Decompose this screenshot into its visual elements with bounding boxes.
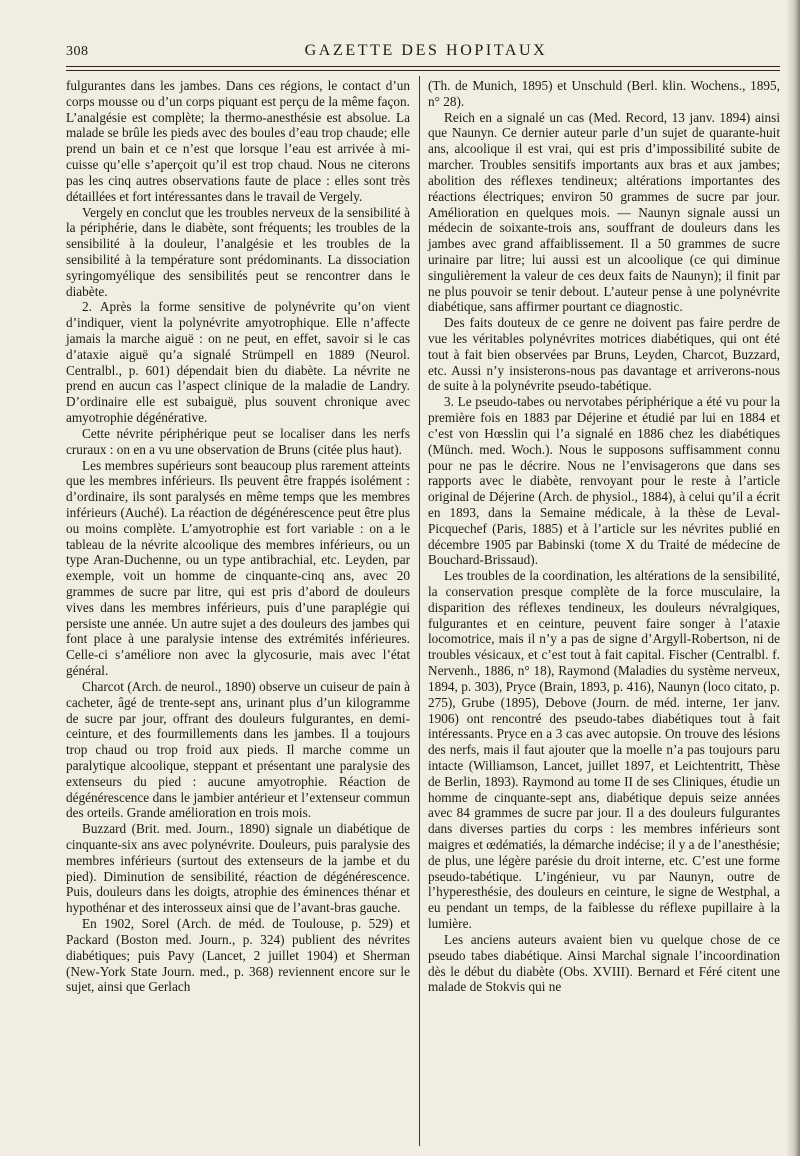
page-header xyxy=(66,40,786,66)
paragraph: fulgurantes dans les jambes. Dans ces régions, le contact d’un corps mousse ou d’un corps piquant est perçu de la même façon. L’analgésie est complète; la thermo-anesthésie est absolue. La malade se brûle les pieds avec des boules d’eau trop chaude; elle prend un bain et ce n’est que lorsque l’eau est arrivée à mi-cuisse qu’elle s’aperçoit qu’il est trop chaud. Nous ne citerons pas les cinq autres observations faute de place : elles sont très détaillées et fort intéressantes dans le travail de Vergely. xyxy=(66,78,410,204)
paragraph: (Th. de Munich, 1895) et Unschuld (Berl. klin. Wochens., 1895, n° 28). xyxy=(428,78,780,109)
paragraph: 2. Après la forme sensitive de polynévrite qu’on vient d’indiquer, vient la polynévrite amyotrophique. Elle n’affecte jamais la marche aiguë : on ne peut, en effet, savoir si le cas d’ataxie aiguë qu’a signalé Strümpell en 1889 (Neurol. Centralbl., p. 601) dépendait bien du diabète. La névrite ne prend en aucun cas l’aspect clinique de la maladie de Landry. D’ordinaire elle est subaiguë, plus souvent chronique avec amyotrophie dégénérative. xyxy=(66,299,410,426)
paragraph: Les anciens auteurs avaient bien vu quelque chose de ce pseudo tabes diabétique. Ainsi Marchal signale l’incoordination dès le début du diabète (Obs. XVIII). Bernard et Féré citent une malade de Stokvis qui ne xyxy=(428,931,780,995)
column-divider xyxy=(419,76,420,1146)
header-rule-bottom xyxy=(66,70,780,71)
paragraph: Buzzard (Brit. med. Journ., 1890) signale un diabétique de cinquante-six ans avec polynévrite. Douleurs, puis paralysie des membres inférieurs (surtout des extenseurs de la jambe et du pied). Diminution de sensibilité, réaction de dégénérescence. Puis, douleurs dans les doigts, atrophie des éminences thénar et hypothénar et des interosseux ainsi que de l’avant-bras gauche. xyxy=(66,821,410,916)
page-edge-shadow xyxy=(786,0,800,1156)
left-column xyxy=(66,78,410,995)
paragraph: Charcot (Arch. de neurol., 1890) observe un cuiseur de pain à cacheter, âgé de trente-sept ans, urinant plus d’un kilogramme de sucre par jour, offrant des douleurs fulgurantes, en demi-ceinture, et des fourmillements dans les jambes. Il a toujours trop chaud ou trop froid aux pieds. Il marche comme un paralytique alcoolique, steppant et présentant une paralysie des extenseurs du pied : aucune amyotrophie. Réaction de dégénérescence dans le jambier antérieur et l’extenseur commun des orteils. Grande amélioration en trois mois. xyxy=(66,678,410,821)
paragraph: Reich en a signalé un cas (Med. Record, 13 janv. 1894) ainsi que Naunyn. Ce dernier auteur parle d’un sujet de quarante-huit ans, alcoolique il est vrai, qui est pris d’impossibilité subite de marcher. Troubles sensitifs importants aux bras et aux jambes; abolition des réflexes tendineux; altérations importantes des réactions électriques; environ 50 grammes de sucre par jour. Amélioration en quelques mois. — Naunyn signale aussi un médecin de soixante-trois ans, souffrant de douleurs dans les jambes avec grand affaiblissement. Il a 50 grammes de sucre urinaire par litre; lui aussi est un alcoolique (ce qui diminue singulièrement la valeur de ces deux faits de Naunyn); il finit par ne plus pouvoir se tenir debout. L’auteur pense à une polynévrite diabétique, sans affirmer pourtant ce diagnostic. xyxy=(428,109,780,315)
paragraph: Des faits douteux de ce genre ne doivent pas faire perdre de vue les véritables polynévrites motrices diabétiques, qui ont été tout à fait bien observées par Bruns, Leyden, Charcot, Buzzard, etc. Aussi n’y insisterons-nous pas davantage et arriverons-nous de suite à la polynévrite pseudo-tabétique. xyxy=(428,315,780,394)
paragraph: En 1902, Sorel (Arch. de méd. de Toulouse, p. 529) et Packard (Boston med. Journ., p. 324) publient des névrites diabétiques; puis Pavy (Lancet, 2 juillet 1904) et Sherman (New-York State Journ. med., p. 368) reviennent encore sur le sujet, ainsi que Gerlach xyxy=(66,916,410,995)
right-column xyxy=(428,78,780,995)
running-title: GAZETTE DES HOPITAUX xyxy=(304,42,548,59)
paragraph: Les membres supérieurs sont beaucoup plus rarement atteints que les membres inférieurs. Ils peuvent être frappés isolément : d’ordinaire, ils sont paralysés en même temps que les membres inférieurs (Auché). La réaction de dégénérescence peut être plus ou moins complète. L’amyotrophie est fort variable : on a le tableau de la névrite alcoolique des membres inférieurs, ou un type Aran-Duchenne, ou un type antibrachial, etc. Leyden, par exemple, voit un homme de cinquante-cinq ans, avec 20 grammes de sucre par litre, qui est pris d’abord de douleurs vives dans les membres inférieurs, puis d’une paraplégie qui persiste une année. Un autre sujet a des douleurs des jambes qui font place à une paralysie intense des extrémités inférieures. Celle-ci s’améliore non avec la glycosurie, mais avec l’état général. xyxy=(66,457,410,679)
paragraph: Cette névrite périphérique peut se localiser dans les nerfs cruraux : on en a vu une observation de Bruns (citée plus haut). xyxy=(66,425,410,457)
paragraph: Les troubles de la coordination, les altérations de la sensibilité, la conservation presque complète de la force musculaire, la disparition des réflexes tendineux, les douleurs névralgiques, fulgurantes et en ceinture, peuvent faire songer à l’ataxie locomotrice, mais il n’y a pas de signe d’Argyll-Robertson, ni de troubles vésicaux, et c’est tout à fait capital. Fischer (Centralbl. f. Nervenh., 1886, n° 18), Raymond (Maladies du système nerveux, 1894, p. 303), Pryce (Brain, 1893, p. 416), Naunyn (loco citato, p. 275), Grube (1895), Debove (Journ. de méd. interne, 1er janv. 1906) ont rencontré des pseudo-tabes diabétiques tout à fait intéressants. Pryce en a 3 cas avec autopsie. On trouve des lésions des nerfs, mais il faut ajouter que la moelle n’a pas toujours paru intacte (Williamson, Lancet, juillet 1897, et Leichtentritt, Thèse de Berlin, 1893). Raymond au tome II de ses Cliniques, étudie un homme de cinquante-sept ans, diabétique depuis seize années avec 84 grammes de sucre par jour. Il a des douleurs fulgurantes dans diverses parties du corps : les membres inférieurs sont maigres et œdématiés, la démarche indécise; il y a de l’anesthésie; de plus, une légère parésie du droit interne, etc. C’est une forme pseudo-tabétique. L’ingénieur, vu par Naunyn, outre de l’hyperesthésie, des douleurs en ceinture, le signe de Westphal, a eu pendant un temps, de la faiblesse du réflexe pupillaire à la lumière. xyxy=(428,568,780,932)
page-number: 308 xyxy=(66,44,89,59)
paragraph: 3. Le pseudo-tabes ou nervotabes périphérique a été vu pour la première fois en 1883 par Déjerine et étudié par lui en 1884 et c’est von Hœsslin qui l’a signalé en 1886 chez les diabétiques (Münch. med. Woch.). Nous le supposons suffisamment connu pour ne pas le décrire. Nous ne l’envisagerons que dans ses rapports avec le diabète, renvoyant pour le reste à l’article original de Déjerine (Arch. de physiol., 1884), à celui qu’il a écrit en 1893, dans la Semaine médicale, à la thèse de Leval-Picquechef (Paris, 1885) et à l’article sur les névrites publié en décembre 1905 par Babinski (tome X du Traité de médecine de Bouchard-Brissaud). xyxy=(428,394,780,568)
paragraph: Vergely en conclut que les troubles nerveux de la sensibilité à la périphérie, dans le diabète, sont fréquents; les troubles de la sensibilité à la douleur, l’analgésie et les troubles de la sensibilité à la température sont prédominants. La dissociation syringomyélique des sensibilités peut se rencontrer dans le diabète. xyxy=(66,204,410,299)
header-rule-top xyxy=(66,66,780,67)
